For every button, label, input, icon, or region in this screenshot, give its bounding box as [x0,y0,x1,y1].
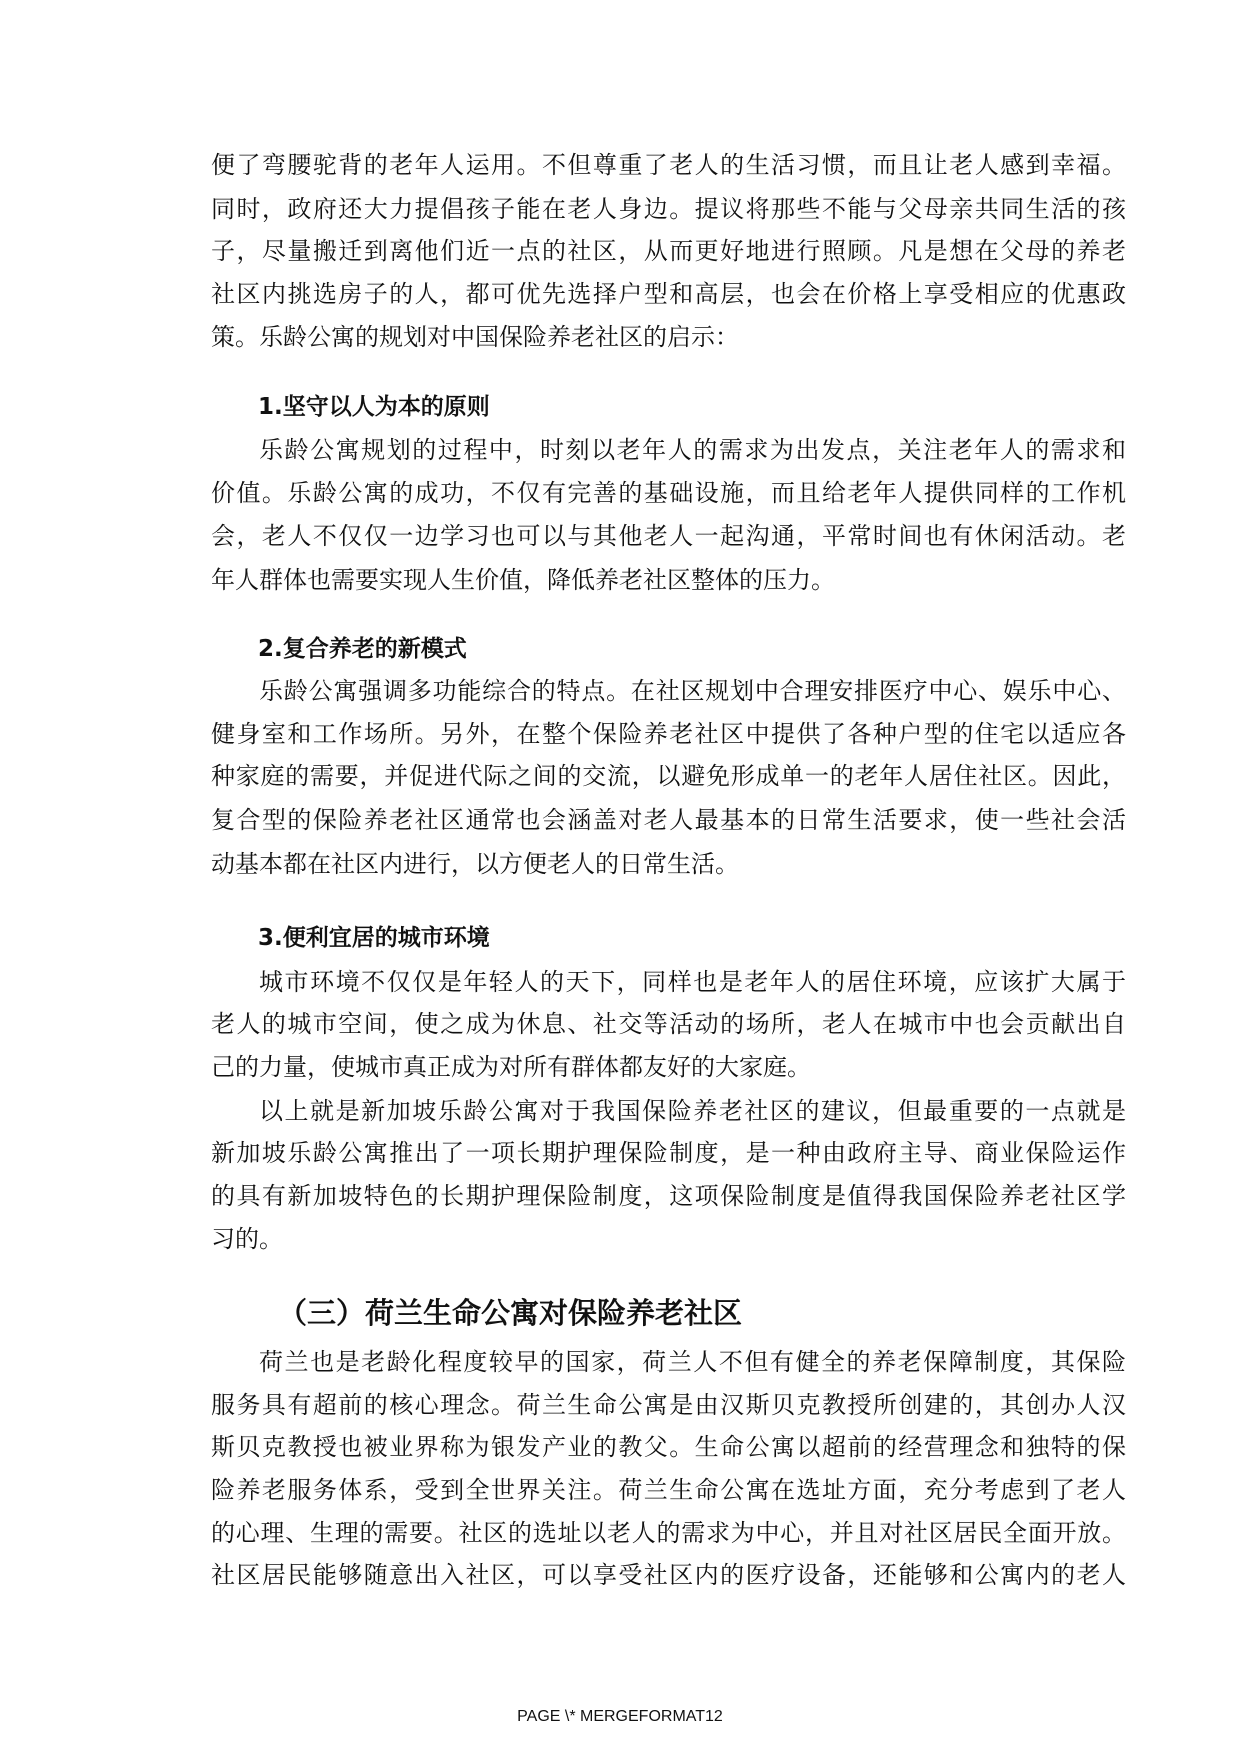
paragraph-line: 策。乐龄公寓的规划对中国保险养老社区的启示： [211,323,739,351]
paragraph-line: 服务具有超前的核心理念。荷兰生命公寓是由汉斯贝克教授所创建的，其创办人汉 [211,1391,1126,1419]
paragraph-line: 种家庭的需要，并促进代际之间的交流，以避免形成单一的老年人居住社区。因此， [211,762,1126,790]
subheading: 2.复合养老的新模式 [258,636,467,662]
paragraph-line: 乐龄公寓强调多功能综合的特点。在社区规划中合理安排医疗中心、娱乐中心、 [259,677,1126,705]
paragraph-line: 同时，政府还大力提倡孩子能在老人身边。提议将那些不能与父母亲共同生活的孩 [211,195,1126,223]
paragraph-line: 价值。乐龄公寓的成功，不仅有完善的基础设施，而且给老年人提供同样的工作机 [211,479,1126,507]
section-heading: （三）荷兰生命公寓对保险养老社区 [278,1296,743,1330]
paragraph-line: 社区居民能够随意出入社区，可以享受社区内的医疗设备，还能够和公寓内的老人 [211,1561,1126,1589]
paragraph-line: 险养老服务体系，受到全世界关注。荷兰生命公寓在选址方面，充分考虑到了老人 [211,1476,1126,1504]
paragraph-line: 会，老人不仅仅一边学习也可以与其他老人一起沟通，平常时间也有休闲活动。老 [211,522,1126,550]
paragraph-line: 习的。 [211,1225,283,1253]
subheading: 3.便利宜居的城市环境 [258,925,490,951]
paragraph-line: 的心理、生理的需要。社区的选址以老人的需求为中心，并且对社区居民全面开放。 [211,1519,1126,1547]
paragraph-line: 便了弯腰驼背的老年人运用。不但尊重了老人的生活习惯，而且让老人感到幸福。 [211,151,1126,179]
paragraph-line: 的具有新加坡特色的长期护理保险制度，这项保险制度是值得我国保险养老社区学 [211,1182,1126,1210]
paragraph-line: 健身室和工作场所。另外，在整个保险养老社区中提供了各种户型的住宅以适应各 [211,720,1126,748]
paragraph-line: 城市环境不仅仅是年轻人的天下，同样也是老年人的居住环境，应该扩大属于 [259,968,1126,996]
subheading: 1.坚守以人为本的原则 [258,394,490,420]
page-footer: PAGE \* MERGEFORMAT12 [517,1708,723,1725]
paragraph-line: 新加坡乐龄公寓推出了一项长期护理保险制度，是一种由政府主导、商业保险运作 [211,1139,1126,1167]
paragraph-line: 乐龄公寓规划的过程中，时刻以老年人的需求为出发点，关注老年人的需求和 [259,436,1126,464]
paragraph-line: 复合型的保险养老社区通常也会涵盖对老人最基本的日常生活要求，使一些社会活 [211,806,1126,834]
paragraph-line: 斯贝克教授也被业界称为银发产业的教父。生命公寓以超前的经营理念和独特的保 [211,1433,1126,1461]
paragraph-line: 年人群体也需要实现人生价值，降低养老社区整体的压力。 [211,566,835,594]
paragraph-line: 老人的城市空间，使之成为休息、社交等活动的场所，老人在城市中也会贡献出自 [211,1010,1126,1038]
paragraph-line: 社区内挑选房子的人，都可优先选择户型和高层，也会在价格上享受相应的优惠政 [211,280,1126,308]
paragraph-line: 以上就是新加坡乐龄公寓对于我国保险养老社区的建议，但最重要的一点就是 [259,1097,1126,1125]
paragraph-line: 动基本都在社区内进行，以方便老人的日常生活。 [211,850,739,878]
paragraph-line: 己的力量，使城市真正成为对所有群体都友好的大家庭。 [211,1053,811,1081]
paragraph-line: 子，尽量搬迁到离他们近一点的社区，从而更好地进行照顾。凡是想在父母的养老 [211,237,1126,265]
paragraph-line: 荷兰也是老龄化程度较早的国家，荷兰人不但有健全的养老保障制度，其保险 [259,1348,1126,1376]
